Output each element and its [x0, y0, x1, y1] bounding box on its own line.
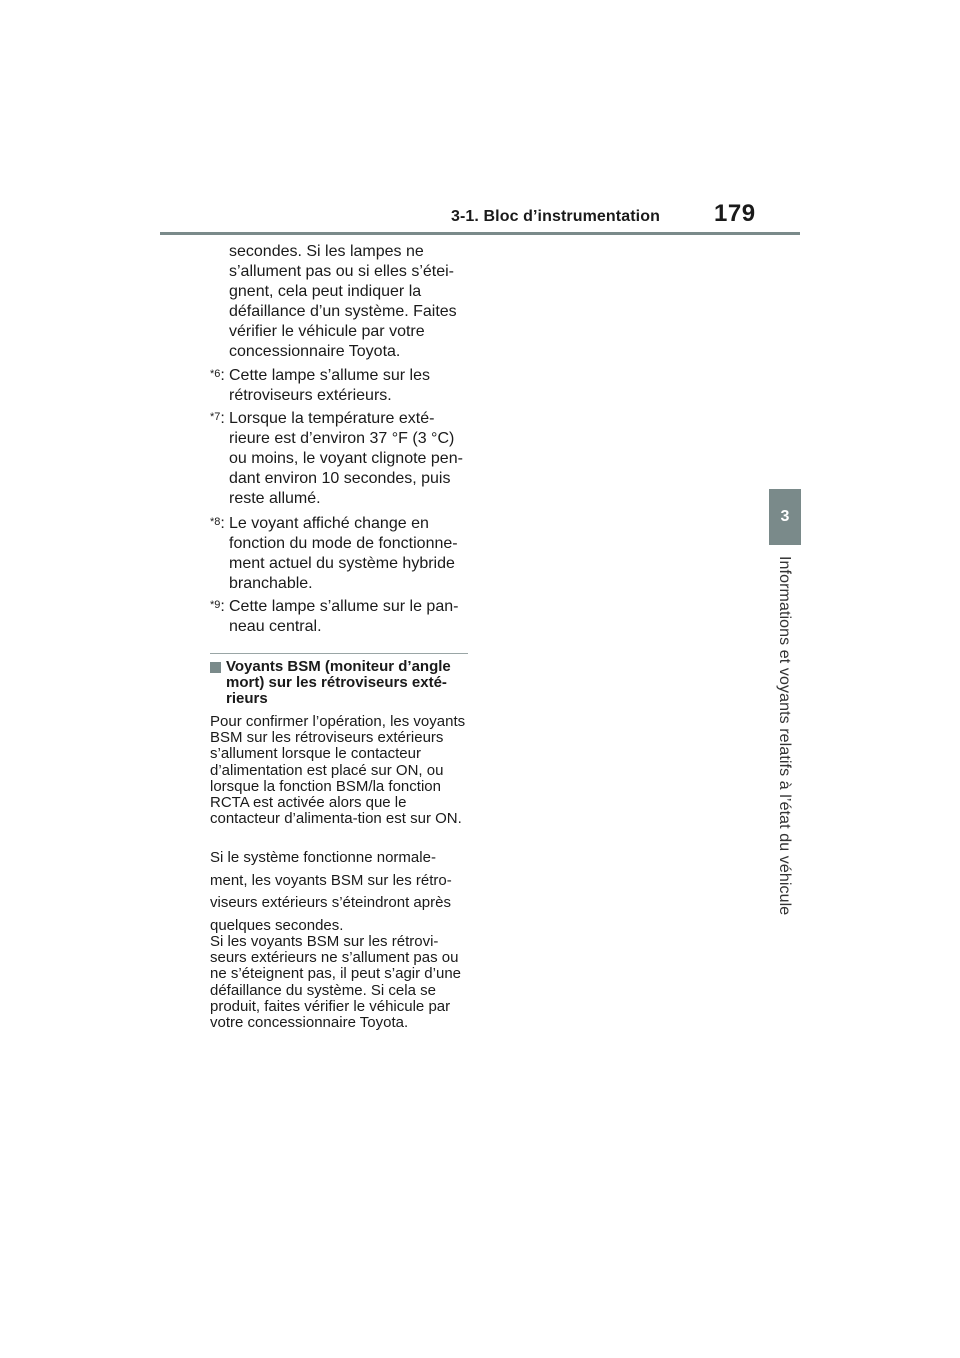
chapter-title: Informations et voyants relatifs à l’état du véhicule: [776, 556, 793, 916]
section-heading-text: Voyants BSM (moniteur d’angle mort) sur les rétroviseurs exté-rieurs: [226, 658, 451, 707]
page-number: 179: [714, 200, 756, 227]
header-section-title: 3-1. Bloc d’instrumentation: [451, 208, 660, 225]
footnote-text: Lorsque la température exté-rieure est d’environ 37 °F (3 °C) ou moins, le voyant clignote pen-dant environ 10 secondes, puis reste allumé.: [229, 410, 463, 507]
section-divider: [210, 653, 468, 654]
footnote-text: Cette lampe s’allume sur les rétroviseurs extérieurs.: [229, 367, 430, 404]
footnote-marker: $^{*9}$:: [210, 598, 225, 615]
footnote-7: [210, 409, 470, 509]
header-rule: [160, 232, 800, 235]
chapter-tab: 3: [769, 489, 801, 545]
footnote-marker: $^{*6}$:: [210, 367, 225, 384]
paragraph-2: Si le système fonctionne normale-ment, les voyants BSM sur les rétro-viseurs extérieurs s’éteindront après quelques secondes.: [210, 849, 452, 934]
square-bullet-icon: [210, 662, 221, 673]
paragraph-1: Pour confirmer l’opération, les voyants BSM sur les rétroviseurs extérieurs s’allument lorsque le contacteur d’alimentation est placé sur ON, ou lorsque la fonction BSM/la fonction RCTA est activée alors que le contacteur d’alimenta-tion est sur ON.: [210, 713, 466, 828]
paragraph-3: Si les voyants BSM sur les rétrovi-seurs extérieurs ne s’allument pas ou ne s’éteignent pas, il peut s’agir d’une défaillance du système. Si cela se produit, faites vérifier le véhicule par votre concessionnaire Toyota.: [210, 933, 462, 1032]
footnote-marker: $^{*7}$:: [210, 410, 225, 427]
footnote-8: [210, 514, 470, 594]
footnote-marker: $^{*8}$:: [210, 515, 225, 532]
section-heading: [210, 659, 472, 707]
footnote-text: Le voyant affiché change en fonction du mode de fonctionne-ment actuel du système hybride branchable.: [229, 515, 458, 592]
footnote-9: [210, 597, 470, 637]
footnote-text: Cette lampe s’allume sur le pan-neau central.: [229, 598, 459, 635]
footnote-6: [210, 366, 470, 406]
continued-footnote-text: secondes. Si les lampes ne s’allument pas ou si elles s’étei-gnent, cela peut indiquer la défaillance d’un système. Faites vérifier le véhicule par votre concessionnaire Toyota.: [229, 243, 457, 360]
